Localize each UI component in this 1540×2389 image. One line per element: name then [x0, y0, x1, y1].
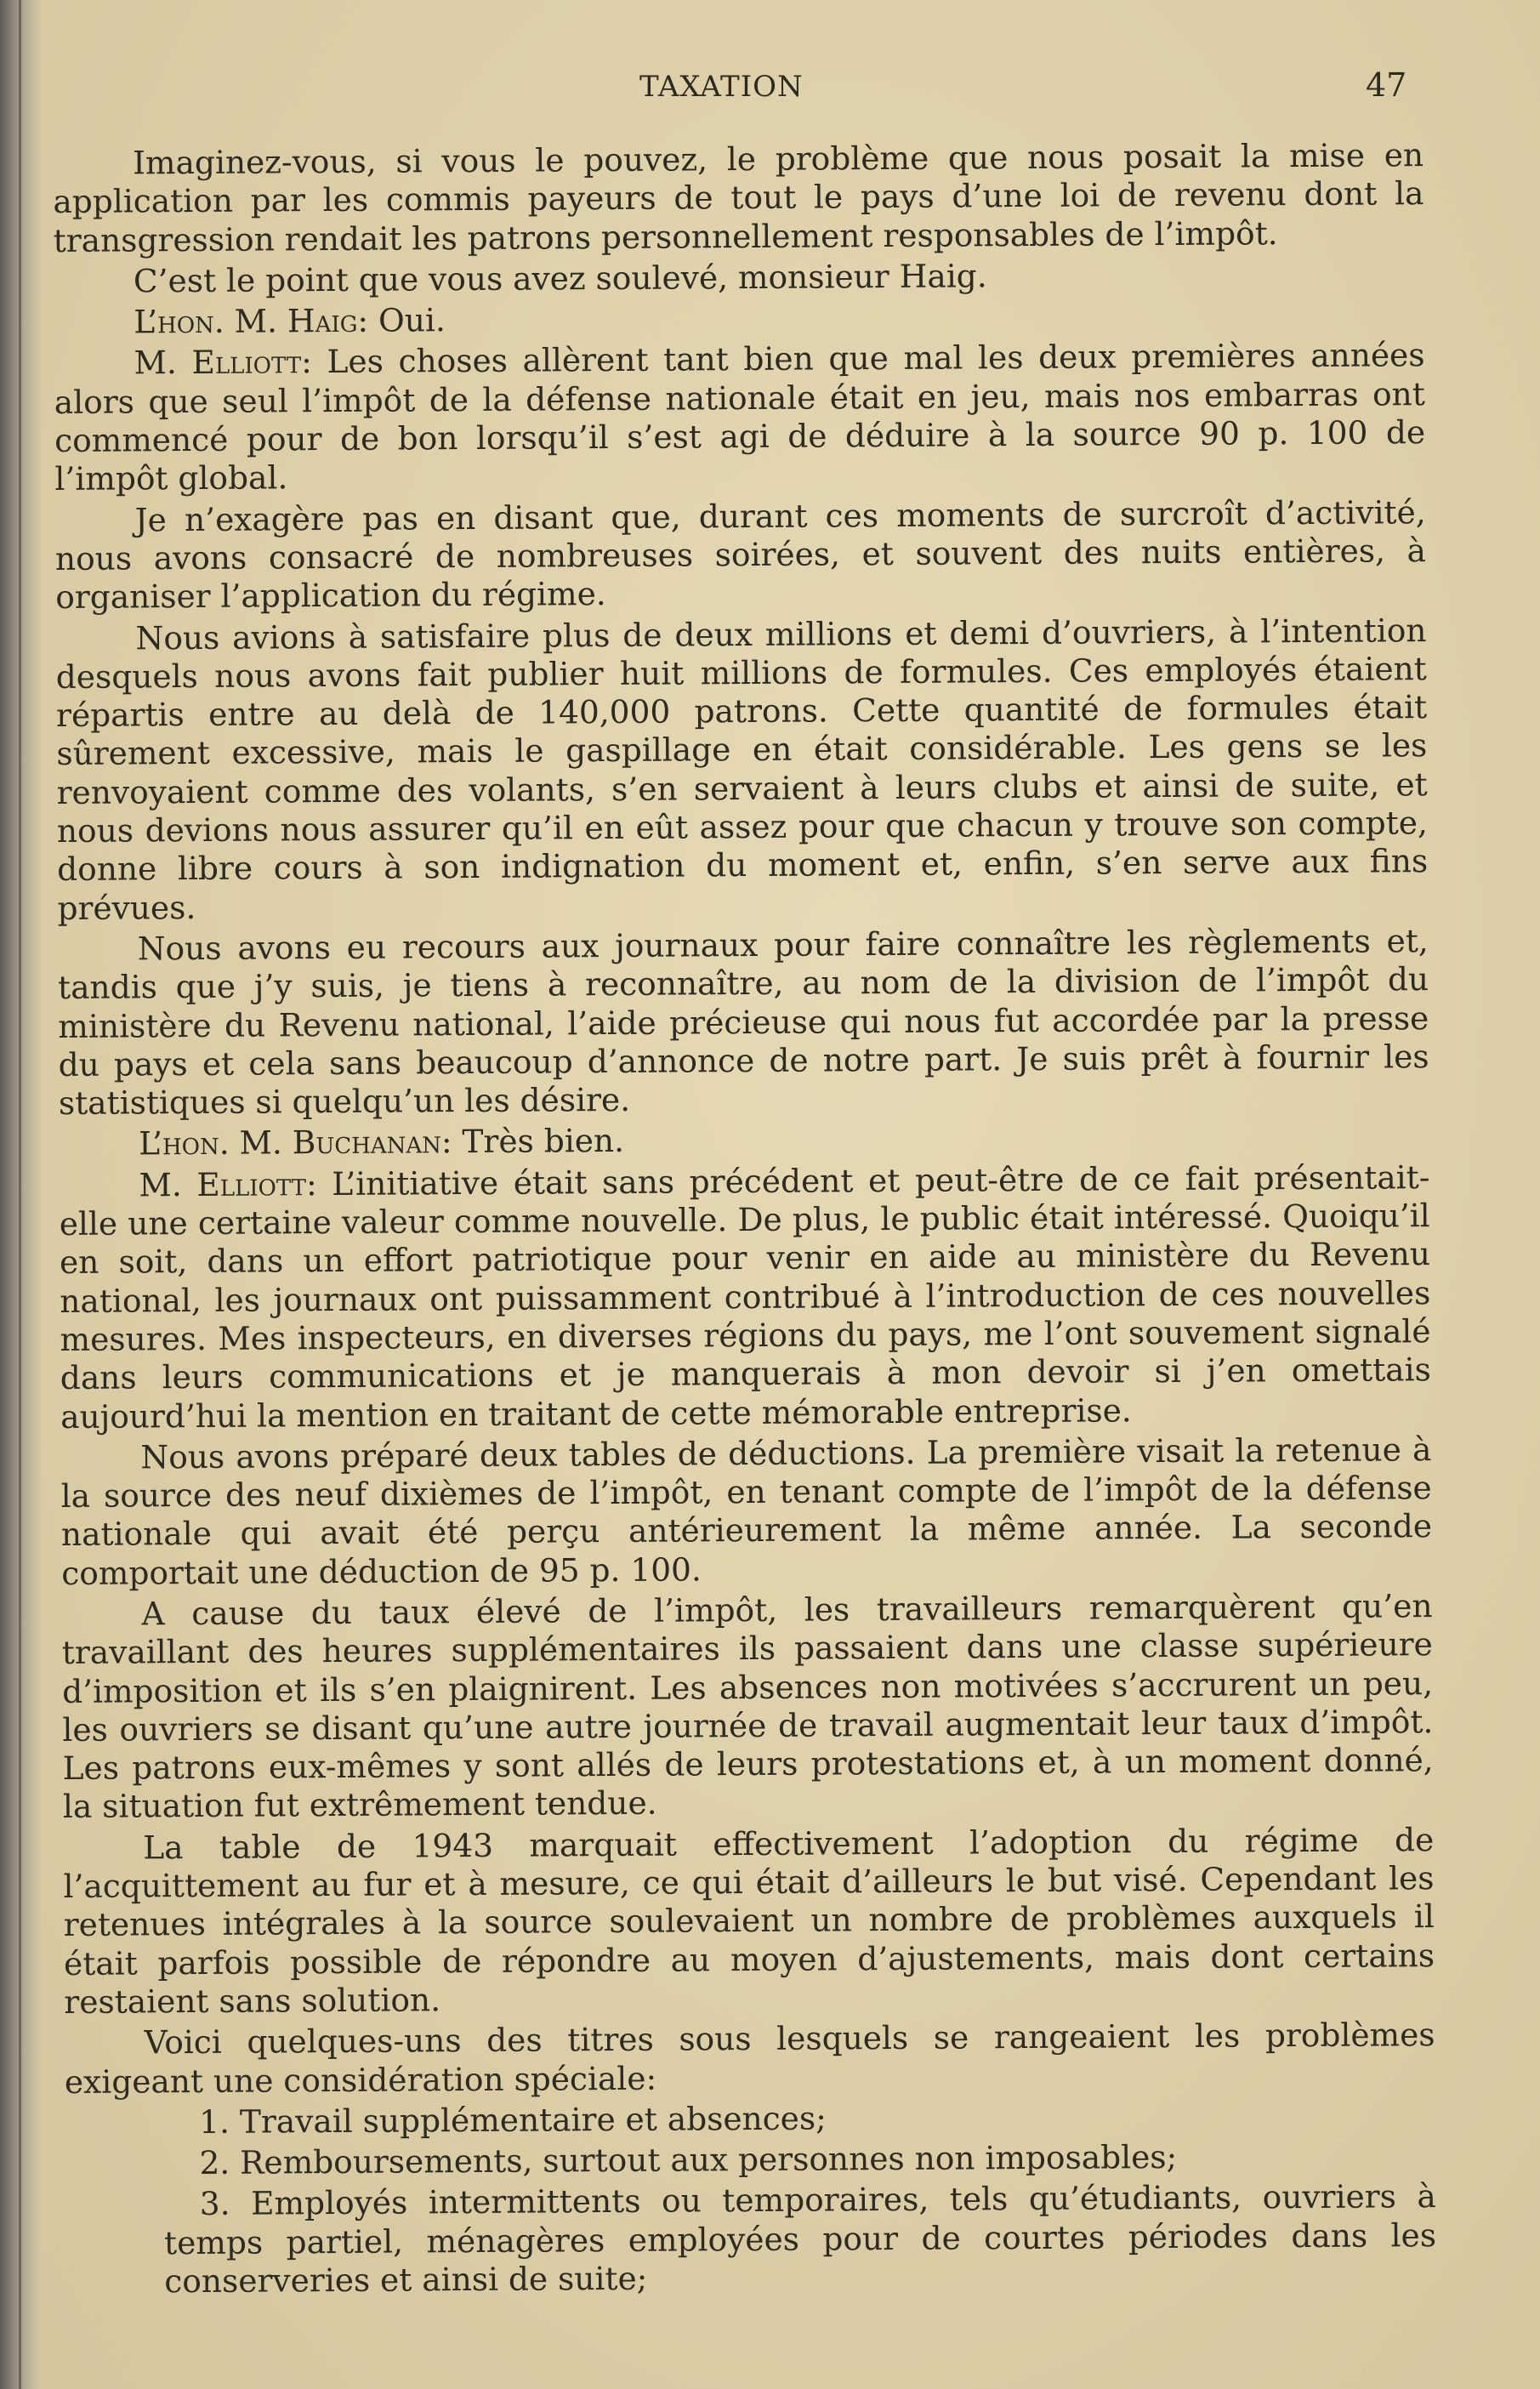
speaker-name: M. Elliott:	[134, 343, 312, 382]
speaker-name: M. Elliott:	[139, 1164, 317, 1204]
paragraph-4: M. Elliott: Les choses allèrent tant bien que mal les deux premières années alors que seul l’impôt de la défense nationale était en jeu, mais nos embarras ont commencé pour de bon lorsqu’il s’est agi de déduire à la source 90 p. 100 de l’impôt global.	[54, 336, 1426, 498]
paragraph-10: Nous avons préparé deux tables de déductions. La première visait la retenue à la source des neuf dixièmes de l’impôt, en tenant compte de l’impôt de la défense nationale qui avait été perçu antérieurement la même année. La seconde comportait une déduction de 95 p. 100.	[60, 1430, 1433, 1592]
paragraph-5: Je n’exagère pas en disant que, durant ces moments de surcroît d’activité, nous avons consacré de nombreuses soirées, et souvent des nuits entières, à organiser l’application du régime.	[54, 492, 1427, 617]
running-head: TAXATION	[639, 70, 804, 104]
paragraph-3: L’hon. M. Haig: Oui.	[134, 301, 446, 341]
paragraph-6: Nous avions à satisfaire plus de deux millions et demi d’ouvriers, à l’intention desquels nous avons fait publier huit millions de formules. Ces employés étaient répartis entre au delà de 140,000 patrons. Cette quantité de formules était sûrement excessive, mais le gaspillage en était considérable. Les gens se les renvoyaient comme des volants, s’en servaient à leurs clubs et ainsi de suite, et nous devions nous assurer qu’il en eût assez pour que chacun y trouve son compte, donne libre cours à son indignation du moment et, enfin, s’en serve aux fins prévues.	[55, 611, 1429, 927]
binding-gutter-line	[19, 0, 21, 2389]
list-item-3: 3. Employés intermittents ou temporaires, tels qu’étudiants, ouvriers à temps partiel, ménagères employées pour de courtes périodes dans les conserveries et ainsi de suite;	[163, 2177, 1437, 2301]
paragraph-11: A cause du taux élevé de l’impôt, les travailleurs remarquèrent qu’en travaillant des heures supplémentaires ils passaient dans une classe supérieure d’imposition et ils s’en plaignirent. Les absences non motivées s’accrurent un peu, les ouvriers se disant qu’une autre journée de travail augmentait leur taux d’impôt. Les patrons eux-mêmes y sont allés de leurs protestations et, à un moment donné, la situation fut extrêmement tendue.	[61, 1587, 1434, 1826]
paragraph-13: Voici quelques-uns des titres sous lesquels se rangeaient les problèmes exigeant une considération spéciale:	[64, 2016, 1435, 2101]
paragraph-2: C’est le point que vous avez soulevé, monsieur Haig.	[133, 257, 987, 300]
list-number: 1.	[199, 2102, 230, 2141]
body-text	[53, 136, 1436, 2304]
paragraph-1: Imaginez-vous, si vous le pouvez, le problème que nous posait la mise en application par les commis payeurs de tout le pays d’une loi de revenu dont la transgression rendait les patrons personnellement responsables de l’impôt.	[53, 136, 1424, 259]
list-item-1: 1. Travail supplémentaire et absences;	[199, 2099, 827, 2141]
paragraph-7: Nous avons eu recours aux journaux pour faire connaître les règlements et, tandis que j’y suis, je tiens à reconnaître, au nom de la division de l’impôt du ministère du Revenu national, l’aide précieuse qui nous fut accordée par la presse du pays et cela sans beaucoup d’annonce de notre part. Je suis prêt à fournir les statistiques si quelqu’un les désire.	[57, 922, 1429, 1123]
list-item-2: 2. Remboursements, surtout aux personnes non imposables;	[199, 2138, 1178, 2182]
paragraph-12: La table de 1943 marquait effectivement l’adoption du régime de l’acquittement au fur et à mesure, ce qui était d’ailleurs le but visé. Cependant les retenues intégrales à la source soulevaient un nombre de problèmes auxquels il était parfois possible de répondre au moyen d’ajustements, mais dont certains restaient sans solution.	[63, 1820, 1435, 2021]
paragraph-9: M. Elliott: L’initiative était sans précédent et peut-être de ce fait présentait-elle une certaine valeur comme nouvelle. De plus, le public était intéressé. Quoiqu’il en soit, dans un effort patriotique pour venir en aide au ministère du Revenu national, les journaux ont puissamment contribué à l’introduction de ces nouvelles mesures. Mes inspecteurs, en diverses régions du pays, me l’ont souvement signalé dans leurs communications et je manquerais à mon devoir si j’en omettais aujourd’hui la mention en traitant de cette mémorable entreprise.	[59, 1158, 1431, 1436]
list-number: 2.	[199, 2143, 230, 2182]
speaker-name: L’hon. M. Buchanan:	[139, 1123, 452, 1163]
speaker-name: L’hon. M. Haig:	[134, 301, 369, 341]
list-number: 3.	[199, 2185, 230, 2223]
paragraph-8: L’hon. M. Buchanan: Très bien.	[139, 1122, 625, 1163]
page-number: 47	[1366, 66, 1407, 104]
page-header	[0, 66, 1540, 112]
